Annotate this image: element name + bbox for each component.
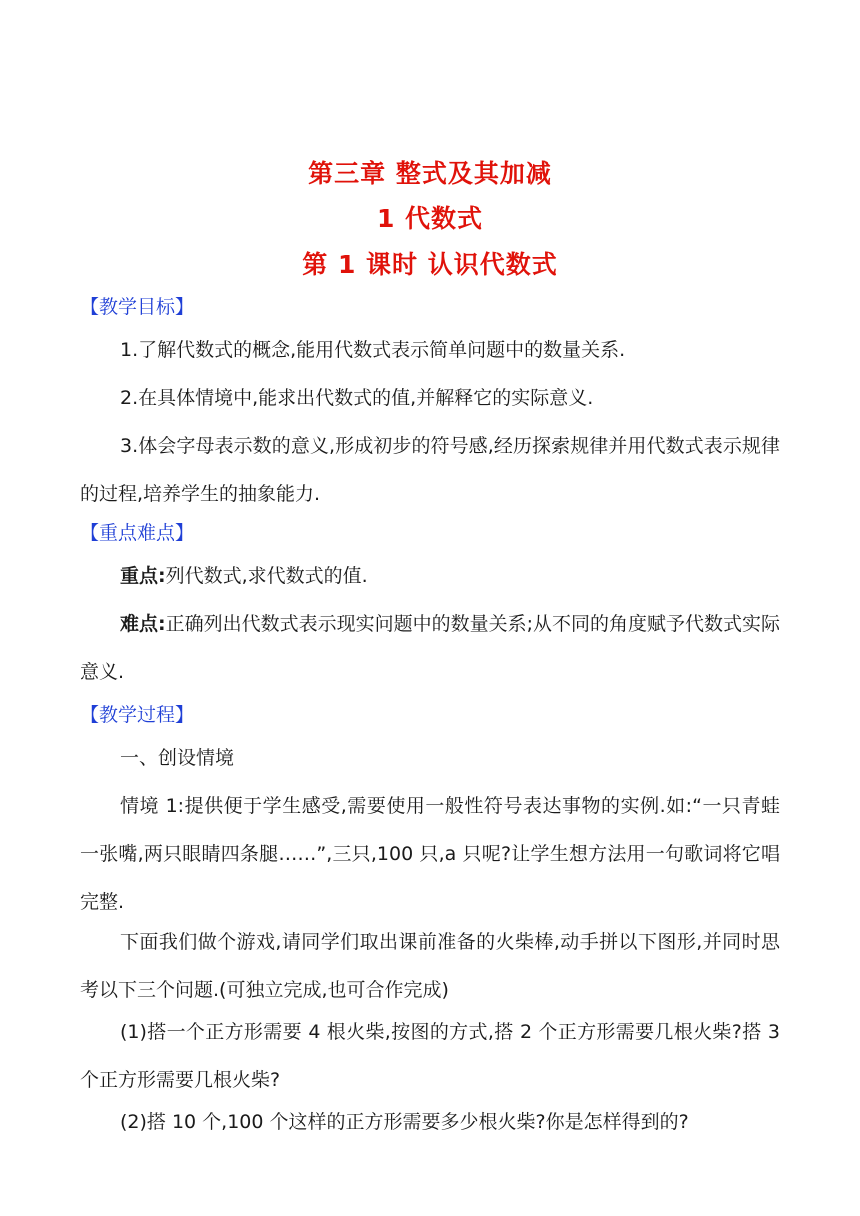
goals-heading: 【教学目标】 [80,296,195,318]
section-title: 1 代数式 [376,204,484,233]
process-heading: 【教学过程】 [80,704,195,726]
difficult-point-text: 正确列出代数式表示现实问题中的数量关系;从不同的角度赋予代数式实际意义. [80,613,781,683]
key-point-label: 重点: [120,565,166,587]
goal-item-3: 3.体会字母表示数的意义,形成初步的符号感,经历探索规律并用代数式表示规律的过程,培养学生的抽象能力. [80,435,780,505]
lesson-title: 第 1 课时 认识代数式 [302,250,558,279]
chapter-title: 第三章 整式及其加减 [308,159,552,188]
difficult-point [80,600,780,696]
process-subheading: 一、创设情境 [120,747,235,769]
goal-item-1: 1.了解代数式的概念,能用代数式表示简单问题中的数量关系. [120,339,626,361]
key-point-text: 列代数式,求代数式的值. [165,565,368,587]
difficult-point-label: 难点: [120,613,166,635]
process-paragraph-2: 下面我们做个游戏,请同学们取出课前准备的火柴棒,动手拼以下图形,并同时思考以下三个问题.(可独立完成,也可合作完成) [80,931,780,1001]
key-point [80,552,780,600]
process-paragraph-4: (2)搭 10 个,100 个这样的正方形需要多少根火柴?你是怎样得到的? [120,1111,689,1133]
keypoints-heading: 【重点难点】 [80,522,195,544]
goal-item-2: 2.在具体情境中,能求出代数式的值,并解释它的实际意义. [120,387,594,409]
process-paragraph-3: (1)搭一个正方形需要 4 根火柴,按图的方式,搭 2 个正方形需要几根火柴?搭 3 个正方形需要几根火柴? [80,1021,780,1091]
process-paragraph-1: 情境 1:提供便于学生感受,需要使用一般性符号表达事物的实例.如:“一只青蛙一张嘴,两只眼睛四条腿……”,三只,100 只,a 只呢?让学生想方法用一句歌词将它唱完整. [80,795,780,913]
